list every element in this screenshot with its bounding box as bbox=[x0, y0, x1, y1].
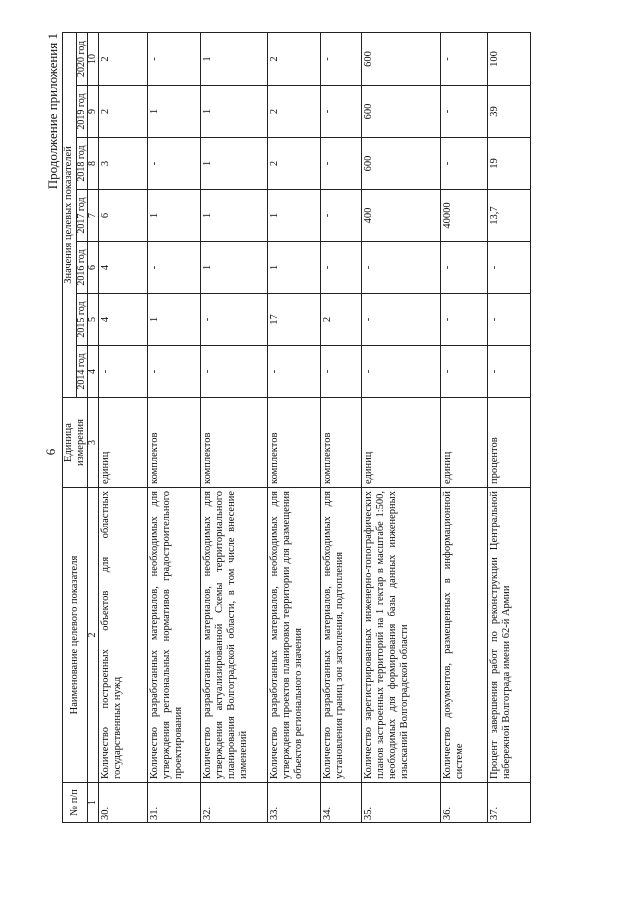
value-2019: 39 bbox=[488, 86, 531, 138]
value-2016: 1 bbox=[201, 242, 268, 294]
value-2018: - bbox=[441, 138, 488, 190]
row-number: 31. bbox=[148, 783, 201, 823]
unit: комплектов bbox=[268, 398, 321, 488]
value-2020: 100 bbox=[488, 32, 531, 85]
row-number: 36. bbox=[441, 783, 488, 823]
value-2020: - bbox=[321, 32, 362, 85]
header-year: 2015 год bbox=[76, 294, 87, 346]
value-2014: - bbox=[321, 346, 362, 398]
header-values-group: Значения целевых показателей bbox=[63, 32, 77, 397]
col-number: 1 bbox=[88, 783, 99, 823]
value-2017: - bbox=[321, 190, 362, 242]
col-number: 7 bbox=[88, 190, 99, 242]
value-2015: 1 bbox=[148, 294, 201, 346]
value-2016: - bbox=[362, 242, 441, 294]
value-2016: 4 bbox=[99, 242, 148, 294]
value-2018: 3 bbox=[99, 138, 148, 190]
unit: комплектов bbox=[321, 398, 362, 488]
value-2017: 13,7 bbox=[488, 190, 531, 242]
value-2019: 1 bbox=[148, 86, 201, 138]
row-number: 30. bbox=[99, 783, 148, 823]
indicator-name: Количество построенных объектов для областных государственных нужд bbox=[99, 488, 148, 783]
indicator-name: Количество зарегистрированных инженерно-топографических планов застроенных территорий на 1 гектар в масштабе 1:500, необходимых для формирования базы данных инженерных изысканий Волгоградской области bbox=[362, 488, 441, 783]
header-year: 2017 год bbox=[76, 190, 87, 242]
row-number: 32. bbox=[201, 783, 268, 823]
value-2020: - bbox=[441, 32, 488, 85]
value-2014: - bbox=[268, 346, 321, 398]
value-2019: - bbox=[441, 86, 488, 138]
header-num: № п/п bbox=[63, 783, 88, 823]
indicator-name: Количество разработанных материалов, необходимых для утверждения актуализированной Схемы территориального планирования Волгоградской области, в том числе внесение изменений bbox=[201, 488, 268, 783]
value-2017: 1 bbox=[201, 190, 268, 242]
value-2018: 19 bbox=[488, 138, 531, 190]
value-2014: - bbox=[201, 346, 268, 398]
col-number: 5 bbox=[88, 294, 99, 346]
value-2015: 17 bbox=[268, 294, 321, 346]
value-2017: 40000 bbox=[441, 190, 488, 242]
header-year: 2020 год bbox=[76, 32, 87, 85]
header-unit: Единица измерения bbox=[63, 398, 88, 488]
indicator-name: Количество разработанных материалов, необходимых для утверждения проектов планировки территории для размещения объектов регионального значения bbox=[268, 488, 321, 783]
value-2020: 2 bbox=[268, 32, 321, 85]
table-row bbox=[99, 32, 148, 822]
value-2014: - bbox=[99, 346, 148, 398]
header-name: Наименование целевого показателя bbox=[63, 488, 88, 783]
indicator-name: Количество документов, размещенных в информационной системе bbox=[441, 488, 488, 783]
value-2020: 1 bbox=[201, 32, 268, 85]
col-number: 6 bbox=[88, 242, 99, 294]
col-number: 8 bbox=[88, 138, 99, 190]
unit: единиц bbox=[362, 398, 441, 488]
continuation-note: Продолжение приложения 1 bbox=[45, 33, 60, 190]
value-2018: 600 bbox=[362, 138, 441, 190]
value-2017: 400 bbox=[362, 190, 441, 242]
value-2019: 1 bbox=[201, 86, 268, 138]
value-2020: 600 bbox=[362, 32, 441, 85]
value-2019: 2 bbox=[268, 86, 321, 138]
value-2016: - bbox=[321, 242, 362, 294]
header-year: 2014 год bbox=[76, 346, 87, 398]
row-number: 35. bbox=[362, 783, 441, 823]
indicator-name: Количество разработанных материалов, необходимых для утверждения региональных нормативов градостроительного проектирования bbox=[148, 488, 201, 783]
header-year: 2019 год bbox=[76, 86, 87, 138]
indicator-name: Количество разработанных материалов, необходимых для установления границ зон затопления, подтопления bbox=[321, 488, 362, 783]
unit: единиц bbox=[99, 398, 148, 488]
col-number: 9 bbox=[88, 86, 99, 138]
table-row bbox=[441, 32, 488, 822]
value-2017: 6 bbox=[99, 190, 148, 242]
value-2016: - bbox=[488, 242, 531, 294]
value-2015: - bbox=[201, 294, 268, 346]
value-2015: 2 bbox=[321, 294, 362, 346]
table-row bbox=[148, 32, 201, 822]
value-2017: 1 bbox=[268, 190, 321, 242]
target-indicators-table bbox=[62, 32, 531, 823]
indicator-name: Процент завершения работ по реконструкции Центральной набережной Волгограда имени 62-й Армии bbox=[488, 488, 531, 783]
value-2014: - bbox=[362, 346, 441, 398]
value-2014: - bbox=[148, 346, 201, 398]
unit: процентов bbox=[488, 398, 531, 488]
col-number: 4 bbox=[88, 346, 99, 398]
value-2019: 600 bbox=[362, 86, 441, 138]
table-row bbox=[321, 32, 362, 822]
header-year: 2016 год bbox=[76, 242, 87, 294]
value-2017: 1 bbox=[148, 190, 201, 242]
unit: единиц bbox=[441, 398, 488, 488]
unit: комплектов bbox=[201, 398, 268, 488]
value-2014: - bbox=[488, 346, 531, 398]
value-2018: 1 bbox=[201, 138, 268, 190]
col-number: 10 bbox=[88, 32, 99, 85]
row-number: 34. bbox=[321, 783, 362, 823]
value-2015: - bbox=[362, 294, 441, 346]
value-2018: 2 bbox=[268, 138, 321, 190]
value-2019: 2 bbox=[99, 86, 148, 138]
value-2019: - bbox=[321, 86, 362, 138]
unit: комплектов bbox=[148, 398, 201, 488]
value-2020: 2 bbox=[99, 32, 148, 85]
table-row bbox=[488, 32, 531, 822]
value-2016: - bbox=[441, 242, 488, 294]
value-2015: 4 bbox=[99, 294, 148, 346]
row-number: 37. bbox=[488, 783, 531, 823]
value-2016: 1 bbox=[268, 242, 321, 294]
value-2018: - bbox=[148, 138, 201, 190]
header-year: 2018 год bbox=[76, 138, 87, 190]
value-2018: - bbox=[321, 138, 362, 190]
value-2015: - bbox=[441, 294, 488, 346]
table-row bbox=[362, 32, 441, 822]
value-2016: - bbox=[148, 242, 201, 294]
value-2015: - bbox=[488, 294, 531, 346]
col-number: 3 bbox=[88, 398, 99, 488]
table-row bbox=[201, 32, 268, 822]
row-number: 33. bbox=[268, 783, 321, 823]
value-2014: - bbox=[441, 346, 488, 398]
page-number: 6 bbox=[43, 448, 58, 456]
col-number: 2 bbox=[88, 488, 99, 783]
value-2020: - bbox=[148, 32, 201, 85]
table-row bbox=[268, 32, 321, 822]
